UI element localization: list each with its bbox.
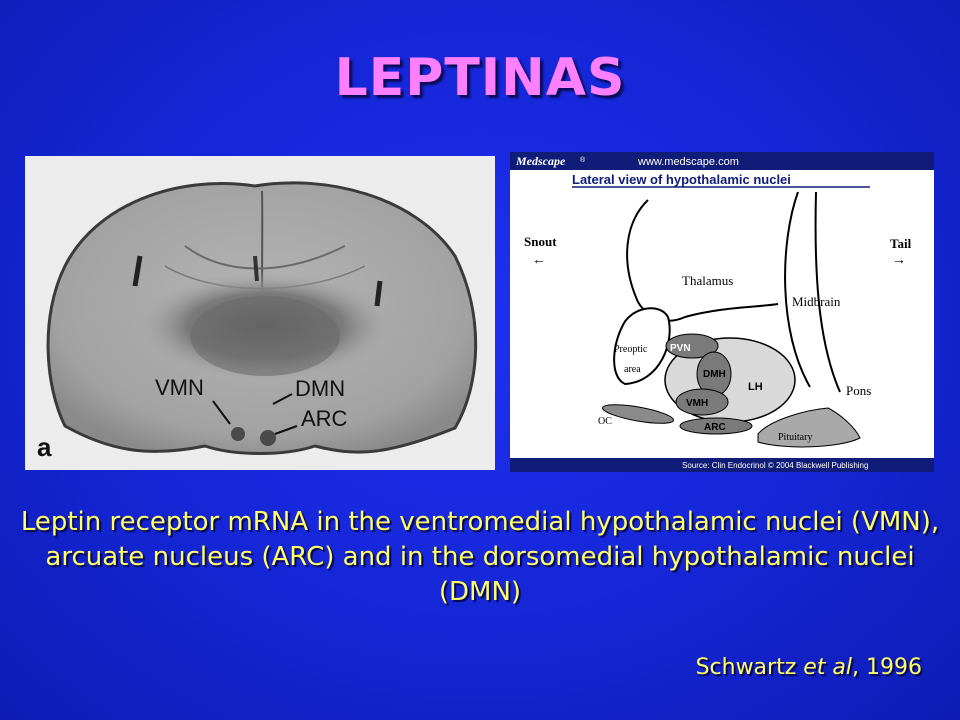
pons-label: Pons (846, 383, 872, 398)
pvn-label: PVN (670, 343, 691, 354)
pituitary-label: Pituitary (778, 432, 813, 443)
oc-label: OC (598, 416, 612, 427)
vmh-label: VMH (686, 398, 709, 409)
dmh-label: DMH (703, 369, 726, 380)
lh-label: LH (748, 381, 763, 393)
tail-arrow: → (892, 251, 906, 267)
hypothalamus-diagram-drawing (510, 152, 934, 472)
preoptic-area-label: area (624, 364, 641, 375)
citation-year: , 1996 (852, 655, 922, 680)
slide-title: LEPTINAS (334, 48, 626, 108)
arc-label: ARC (301, 406, 348, 431)
medscape-url: www.medscape.com (638, 156, 739, 168)
brain-section-image (25, 156, 495, 470)
hypothalamus-diagram (510, 152, 934, 472)
panel-letter: a (37, 432, 52, 462)
dmn-label: DMN (295, 376, 346, 401)
snout-arrow: ← (532, 251, 546, 267)
slide-caption: Leptin receptor mRNA in the ventromedial hypothalamic nuclei (VMN), arcuate nucleus (ARC) and in the dorsomedial hypothalamic nuclei (DMN) (20, 507, 940, 607)
citation-etal: et al (803, 655, 853, 680)
snout-label: Snout (524, 234, 557, 249)
thalamus-label: Thalamus (682, 273, 734, 288)
arc-diagram-label: ARC (704, 422, 726, 433)
source-footer: Source: Clin Endocrinol © 2004 Blackwell Publishing (682, 461, 869, 470)
midbrain-label: Midbrain (792, 294, 841, 309)
citation-author: Schwartz (695, 655, 797, 680)
preoptic-label: Preoptic (614, 344, 648, 355)
diagram-heading: Lateral view of hypothalamic nuclei (572, 172, 791, 187)
tail-label: Tail (890, 236, 912, 251)
medscape-registered-mark: ® (580, 157, 586, 164)
brain-section-drawing (25, 156, 495, 470)
vmn-label: VMN (155, 375, 204, 400)
citation (696, 655, 922, 680)
medscape-logo: Medscape (516, 154, 566, 168)
